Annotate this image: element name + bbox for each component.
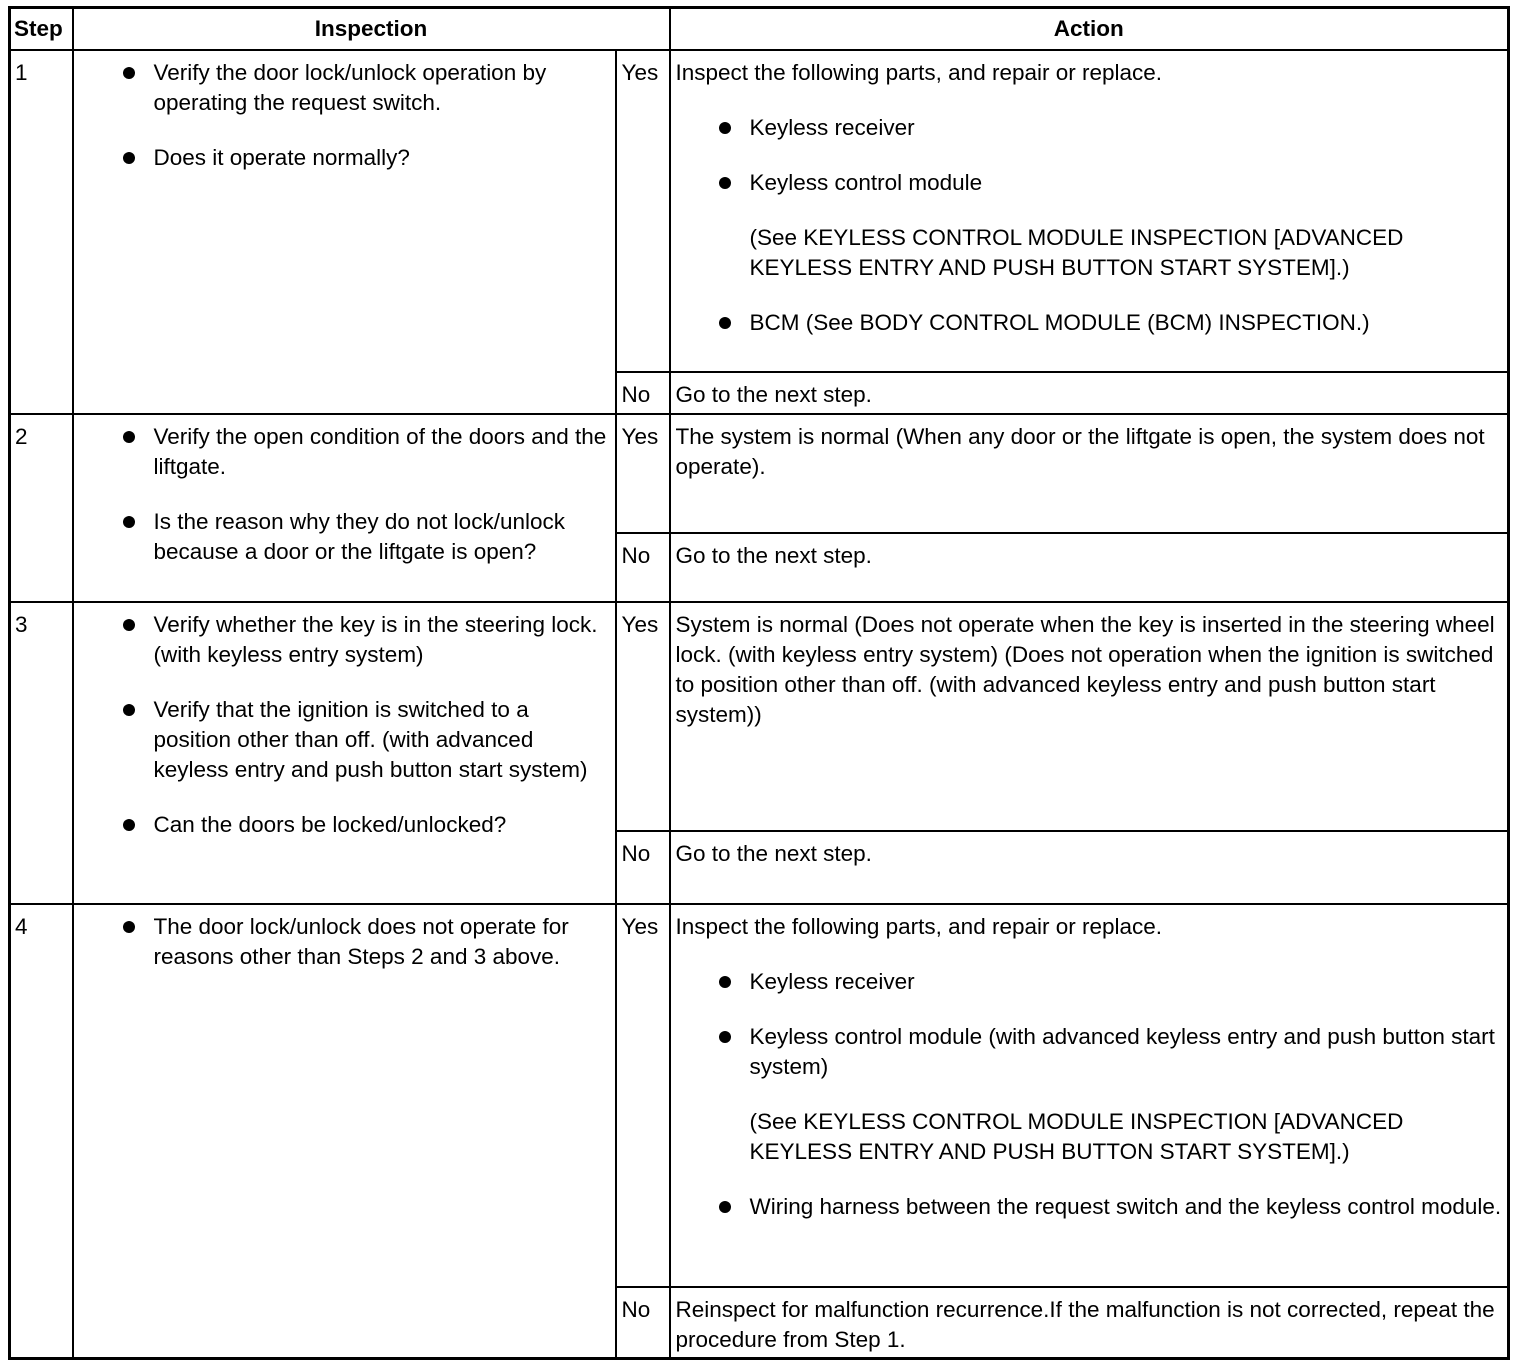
bullet-icon: [123, 704, 135, 716]
no-action-cell: Reinspect for malfunction recurrence.If the malfunction is not corrected, repeat the procedure from Step 1.: [670, 1287, 1509, 1358]
diagnostic-procedure-table: [8, 6, 1510, 1360]
reference-note: (See KEYLESS CONTROL MODULE INSPECTION [ADVANCED KEYLESS ENTRY AND PUSH BUTTON START SYSTEM].): [749, 225, 1404, 280]
reference-note: (See KEYLESS CONTROL MODULE INSPECTION [ADVANCED KEYLESS ENTRY AND PUSH BUTTON START SYSTEM].): [749, 1109, 1404, 1164]
bullet-icon: [123, 516, 135, 528]
yes-action-cell: System is normal (Does not operate when the key is inserted in the steering wheel lock. (with keyless entry system) (Does not operation when the ignition is switched to position other than off. (with advanced keyless entry and push button start system)): [670, 602, 1509, 831]
inspection-cell: [73, 414, 616, 602]
step-number: 2: [10, 414, 73, 602]
no-label: No: [616, 533, 670, 602]
action-item: BCM (See BODY CONTROL MODULE (BCM) INSPECTION.): [676, 308, 1504, 338]
yes-label: Yes: [616, 602, 670, 831]
bullet-icon: [719, 122, 731, 134]
step-number: 1: [10, 50, 73, 414]
action-intro: Inspect the following parts, and repair or replace.: [675, 60, 1163, 85]
header-inspection: Inspection: [73, 8, 670, 51]
bullet-icon: [123, 619, 135, 631]
inspection-cell: [73, 50, 616, 414]
header-action: Action: [670, 8, 1509, 51]
action-item: Keyless receiver: [676, 967, 1504, 997]
bullet-icon: [123, 921, 135, 933]
bullet-icon: [123, 152, 135, 164]
no-label: No: [616, 1287, 670, 1358]
bullet-icon: [719, 317, 731, 329]
no-action-cell: Go to the next step.: [670, 372, 1509, 414]
inspection-item: Verify that the ignition is switched to a position other than off. (with advanced keyless entry and push button start system): [74, 695, 607, 785]
step-number: 3: [10, 602, 73, 904]
action-item: Keyless control module (with advanced keyless entry and push button start system): [676, 1022, 1504, 1082]
bullet-icon: [123, 431, 135, 443]
inspection-item: Verify the door lock/unlock operation by operating the request switch.: [74, 58, 607, 118]
bullet-icon: [719, 976, 731, 988]
bullet-icon: [123, 819, 135, 831]
action-item: Keyless receiver: [676, 113, 1504, 143]
inspection-item: Verify whether the key is in the steering lock. (with keyless entry system): [74, 610, 607, 670]
yes-action-cell: [670, 904, 1509, 1287]
yes-action-cell: The system is normal (When any door or the liftgate is open, the system does not operate).: [670, 414, 1509, 533]
inspection-item: The door lock/unlock does not operate for reasons other than Steps 2 and 3 above.: [74, 912, 607, 972]
table-header-row: [10, 8, 1509, 51]
inspection-cell: [73, 602, 616, 904]
table-row-step-1-yes: [10, 50, 1509, 372]
no-label: No: [616, 831, 670, 904]
no-action-cell: Go to the next step.: [670, 533, 1509, 602]
step-number: 4: [10, 904, 73, 1358]
inspection-item: Verify the open condition of the doors and the liftgate.: [74, 422, 607, 482]
inspection-item: Does it operate normally?: [74, 143, 607, 173]
bullet-icon: [719, 1031, 731, 1043]
table-row-step-4-yes: [10, 904, 1509, 1287]
action-item: Keyless control module: [676, 168, 1504, 198]
yes-label: Yes: [616, 904, 670, 1287]
inspection-cell: [73, 904, 616, 1358]
bullet-icon: [123, 67, 135, 79]
table-row-step-3-yes: [10, 602, 1509, 831]
no-label: No: [616, 372, 670, 414]
yes-label: Yes: [616, 414, 670, 533]
table-row-step-2-yes: [10, 414, 1509, 533]
bullet-icon: [719, 1201, 731, 1213]
inspection-item: Can the doors be locked/unlocked?: [74, 810, 607, 840]
inspection-item: Is the reason why they do not lock/unlock because a door or the liftgate is open?: [74, 507, 607, 567]
yes-action-cell: [670, 50, 1509, 372]
header-step: Step: [10, 8, 73, 51]
bullet-icon: [719, 177, 731, 189]
action-item: Wiring harness between the request switch and the keyless control module.: [676, 1192, 1504, 1222]
yes-label: Yes: [616, 50, 670, 372]
action-intro: Inspect the following parts, and repair or replace.: [675, 914, 1163, 939]
no-action-cell: Go to the next step.: [670, 831, 1509, 904]
